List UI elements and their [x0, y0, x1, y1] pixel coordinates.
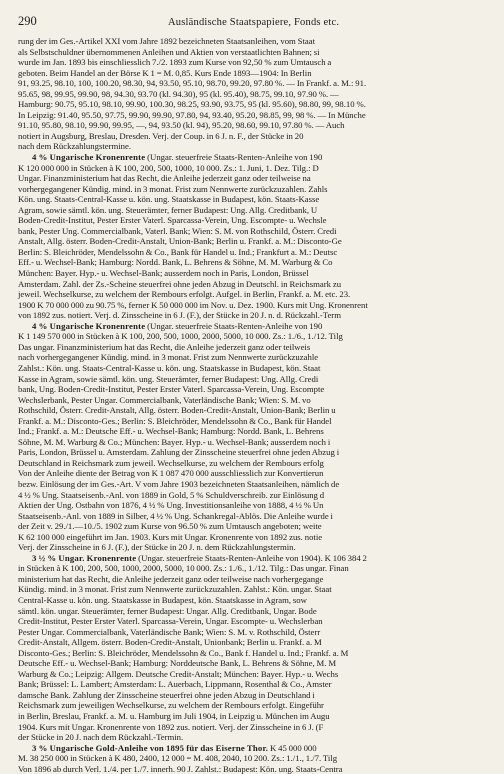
text-line: K 62 100 000 eingeführt im Jan. 1903. Kurs mit Ungar. Kronenrente von 1892 zus. notie [18, 531, 323, 542]
text-line: Frankf. a. M.: Disconto-Ges.; Berlin: S. Bleichröder, Mendelssohn & Co., Bank für Handel [18, 415, 332, 426]
text-line: als Selbstschuldner übernommenen Anleihen und Aktien von verstaatlichten Bahnen; si [18, 46, 320, 57]
text-line: 91.10, 95.80, 98.10, 99.90, 99.95, —, 94, 93.50 (kl. 94), 95.20, 98.60, 99.10, 97.80 %. — Auch [18, 120, 345, 131]
text-line: Berlin: S. Bleichröder, Mendelssohn & Co., Bank für Handel u. Ind.; Frankfurt a. M.: Deutsc [18, 246, 338, 257]
text-line: 4 % Ungarische Kronenrente (Ungar. steuerfreie Staats-Renten-Anleihe von 190 [32, 320, 323, 331]
text-line: bezw. Einlösung der im Ges.-Art. V vom Jahre 1903 bezeichneten Staatsanleihen, nämlich de [18, 478, 340, 489]
text-line: München: Bayer. Hyp.- u. Wechsel-Bank; ausserdem noch in Paris, London, Brüssel [18, 268, 309, 279]
text-line: in Berlin, Breslau, Frankf. a. M. u. Hamburg im Juli 1904, in Leipzig u. München im Augu [18, 711, 330, 721]
text-line: Von 1896 ab durch Verl. 1./4. per 1./7. innerh. 90 J. Zahlst.: Budapest: Kön. ung. Staats-Centra [18, 763, 343, 774]
text-line: Central-Kasse u. kön. ung. Staatskasse in Budapest, kön. Staatskasse in Agram, sow [18, 594, 307, 605]
text-line: jeweil. Wechselkurse, zu welchem der Rembours erfolgt. Aufgel. in Berlin, Frankf. a. M. etc. 23. [18, 289, 351, 300]
text-line: Paris, London, Brüssel u. Amsterdam. Zahlung der Zinsscheine steuerfrei ohne jeden Abzug i [18, 447, 340, 458]
text-line: 1900 K 70 000 000 zu 90.75 %, ferner K 50 000 000 im Nov. u. Dez. 1900. Kurs mit Ung. Kronenrent [18, 299, 368, 310]
text-line: M. 38 250 000 in Stücken à K 480, 2400, 12 000 = M. 408, 2040, 10 200. Zs.: 1./1., 1./7. Tilg [18, 753, 338, 764]
text-line: Zahlst.: Kön. ung. Staats-Central-Kasse u. kön. ung. Staatskasse in Budapest, kön. Staat [18, 362, 321, 373]
text-line: der Zeit v. 29./1.—10./5. 1902 zum Kurse von 96.50 % zum Umtausch angeboten; weite [18, 521, 322, 532]
page-number: 290 [18, 14, 37, 28]
text-line: Wechslerbank, Pester Ungar. Commercialbank, Vaterländische Bank; Wien: S. M. vo [18, 394, 311, 405]
text-line: bank, Ung. Boden-Credit-Institut, Pester Erster Vaterl. Sparcassa-Verein, Ung. Escompte [18, 384, 325, 395]
text-line: geboten. Beim Handel an der Börse K 1 = M. 0,85. Kurs Ende 1893—1904: In Berlin [18, 67, 312, 78]
text-line: Credit-Anstalt, Allgem. österr. Boden-Credit-Anstalt, Unionbank; Berlin u. Frankf. a. M [18, 637, 322, 648]
text-line: Warburg & Co.; Leipzig: Allgem. Deutsche Credit-Anstalt; München: Bayer. Hyp.- u. Wechs [18, 668, 339, 679]
text-line: vorhergegangener Kündig. mind. in 3 monat. Frist zum Nennwerte zurückzuzahlen. Zahls [18, 183, 328, 194]
text-line: der Stücke in 20 J. nach dem Rückzahl.-Termin. [18, 732, 184, 743]
text-line: 91, 93.25, 98.10, 100, 100.20, 98.30, 94, 93.50, 95.10, 98.70, 99.20, 97.80 %. — In Frankf. a. M.: 91. [18, 78, 367, 89]
text-line: in Stücken à K 100, 200, 500, 1000, 2000, 5000, 10 000. Zs.: 1./6., 1./12. Tilg.: Das ungar. Finan [18, 563, 349, 574]
text-line: Ungar. Finanzministerium hat das Recht, die Anleihe jederzeit ganz oder teilweise na [18, 173, 311, 184]
running-title: Ausländische Staatspapiere, Fonds etc. [168, 17, 340, 28]
text-line: Deutschland in Reichsmark zum jeweil. Wechselkurse, zu welchem der Rembours erfolg [18, 457, 324, 468]
text-line: nach dem Rückzahlungstermine. [18, 141, 132, 152]
entry-heading: 3 ½ % Ungar. Kronenrente [32, 552, 137, 563]
text-line: notiert in Augsburg, Breslau, Dresden. Verj. der Coup. in 6 J. n. F., der Stücke in 20 [18, 130, 304, 141]
text-line: In Leipzig: 91.40, 95.50, 97.75, 99.90, 99.90, 97.80, 94, 93.40, 95.20, 98.85, 99, 98 %. — In Münche [18, 109, 366, 120]
text-line: Hamburg: 90.75, 95.10, 98.10, 99.90, 100.30, 98.25, 93.90, 93.75, 95 (kl. 95.60), 98.80, 99, 98.10 %. [18, 99, 366, 110]
text-line: 3 ½ % Ungar. Kronenrente (Ungar. steuerfreie Staats-Renten-Anleihe von 1904). K 106 384 2 [32, 552, 367, 563]
text-line: Disconto-Ges.; Berlin: S. Bleichröder, Mendelssohn & Co., Bank f. Handel u. Ind.; Frankf. a. M [18, 647, 349, 658]
text-line: Pester Ungar. Commercialbank, Vaterländische Bank; Wien: S. M. v. Rothschild, Österr [18, 626, 321, 637]
text-line: Rothschild, Österr. Credit-Anstalt, Allg. österr. Boden-Credit-Anstalt, Union-Bank; Berlin u [18, 405, 336, 416]
text-line: 1904. Kurs mit Ungar. Kronenrente von 1892 zus. notiert. Verj. der Zinsscheine in 6 J. (F [18, 721, 324, 732]
text-line: Das ungar. Finanzministerium hat das Recht, die Anleihe jederzeit ganz oder teilweis [18, 341, 311, 352]
text-line: Aktien der Ung. Ostbahn von 1876, 4 ½ % Ung. Investitionsanleihe von 1888, 4 ½ % Un [18, 500, 324, 511]
text-line: damsche Bank. Zahlung der Zinsscheine steuerfrei ohne jeden Abzug in Deutschland i [18, 689, 315, 700]
text-line: Staatseisenb.-Anl. von 1889 in Silber, 4 ½ % Ung. Schankregal-Ablös. Die Anleihe wurde i [18, 510, 333, 521]
entry-heading: 4 % Ungarische Kronenrente [32, 152, 146, 163]
text-line: Amsterdam. Zahl. der Zs.-Scheine steuerfrei ohne jeden Abzug in Deutschl. in Reichsmark zu [18, 278, 342, 289]
text-line: Ind.; Frankf. a. M.: Deutsche Eff.- u. Wechsel-Bank; Hamburg: Nordd. Bank, L. Behrens [18, 426, 324, 437]
text-line: nach vorhergegangener Kündig. mind. in 3 monat. Frist zum Nennwerte zurückzuzahle [18, 352, 319, 363]
text-line: Kön. ung. Staats-Central-Kasse u. kön. ung. Staatskasse in Budapest, kön. Staats-Kasse [18, 194, 320, 205]
text-line: Verj. der Zinsscheine in 6 J. (F.), der Stücke in 20 J. n. dem Rückzahlungstermin. [18, 542, 296, 553]
text-line: Reichsmark zum jeweiligen Wechselkurse, zu welchem der Rembours erfolgt. Eingeführ [18, 700, 324, 711]
text-line: Eff.- u. Wechsel-Bank; Hamburg: Nordd. Bank, L. Behrens & Söhne, M. M. Warburg & Co [18, 257, 333, 268]
text-line: Kasse in Agram, sowie sämtl. kön. ung. Steuerämter, ferner Budapest: Ung. Allg. Credi [18, 373, 319, 384]
text-line: 3 % Ungarische Gold-Anleihe von 1895 für das Eiserne Thor. K 45 000 000 [32, 742, 317, 753]
text-line: rung der im Ges.-Artikel XXI vom Jahre 1892 bezeichneten Staatsanleihen, vom Staat [18, 36, 316, 46]
text-line: Agram, sowie sämtl. kön. ung. Steuerämter, ferner Budapest: Ung. Allg. Creditbank, U [18, 204, 318, 215]
text-line: K 1 149 570 000 in Stücken à K 100, 200, 500, 1000, 2000, 5000, 10 000. Zs.: 1./6., 1./12. Tilg [18, 331, 343, 342]
entry-heading: 3 % Ungarische Gold-Anleihe von 1895 für das Eiserne Thor. [32, 742, 269, 753]
text-line: ministerium hat das Recht, die Anleihe jederzeit ganz oder teilweise nach vorhergegange [18, 573, 324, 584]
body-text [18, 36, 498, 774]
text-line: Deutsche Eff.- u. Wechsel-Bank; Hamburg: Norddeutsche Bank, L. Behrens & Söhne, M. M [18, 658, 337, 669]
text-line: sämtl. kön. ungar. Steuerämter, ferner Budapest: Ungar. Allg. Creditbank, Ungar. Bode [18, 605, 317, 616]
entry-heading: 4 % Ungarische Kronenrente [32, 320, 146, 331]
text-line: Boden-Credit-Institut, Pester Erster Vaterl. Sparcassa-Verein, Ung. Escompte- u. Wechsle [18, 215, 327, 226]
text-line: 4 % Ungarische Kronenrente (Ungar. steuerfreie Staats-Renten-Anleihe von 190 [32, 152, 323, 163]
text-line: Credit-Institut, Pester Erster Vaterl. Sparcassa-Verein, Ungar. Escompte- u. Wechslerban [18, 616, 323, 627]
text-line: von 1892 zus. notiert. Verj. d. Zinsscheine in 6 J. (F.), der Stücke in 20 J. n. d. Rückzahl.-Term [18, 310, 341, 321]
text-line: Anstalt, Allg. österr. Boden-Credit-Anstalt, Union-Bank; Berlin u. Frankf. a. M.: Disconto-Ge [18, 236, 342, 247]
text-line: wurde im Jan. 1893 bis einschliesslich 7./2. 1893 zum Kurse von 92,50 % zum Umtausch a [18, 57, 332, 68]
text-line: K 120 000 000 in Stücken à K 100, 200, 500, 1000, 10 000. Zs.: 1. Juni, 1. Dez. Tilg.: D [18, 162, 319, 173]
text-line: Bank; Brüssel: L. Lambert; Amsterdam: L. Auerbach, Lippmann, Rosenthal & Co., Amster [18, 679, 332, 690]
text-line: bank, Pester Ung. Commercialbank, Vaterl. Bank; Wien: S. M. von Rothschild, Österr. Credi [18, 225, 337, 236]
text-line: Söhne, M. M. Warburg & Co.; München: Bayer. Hyp.- u. Wechsel-Bank; ausserdem noch i [18, 436, 331, 447]
page-header [18, 14, 498, 34]
text-line: Kündig. mind. in 3 monat. Frist zum Nennwerte zurückzuzahlen. Zahlst.: Kön. ungar. Staat [18, 584, 332, 595]
text-line: Von der Anleihe diente der Betrag von K 1 087 470 000 ausschliesslich zur Konvertierun [18, 468, 324, 479]
text-line: 4 ½ % Ung. Staatseisenb.-Anl. von 1889 in Gold, 5 % Schuldverschreib. zur Einlösung d [18, 489, 325, 500]
text-line: 95.65, 98, 99.95, 99.90, 98, 94.30, 93.70 (kl. 94.30), 95 (kl. 95.40), 98.75, 99.10, 97.90 %. — [18, 88, 339, 99]
